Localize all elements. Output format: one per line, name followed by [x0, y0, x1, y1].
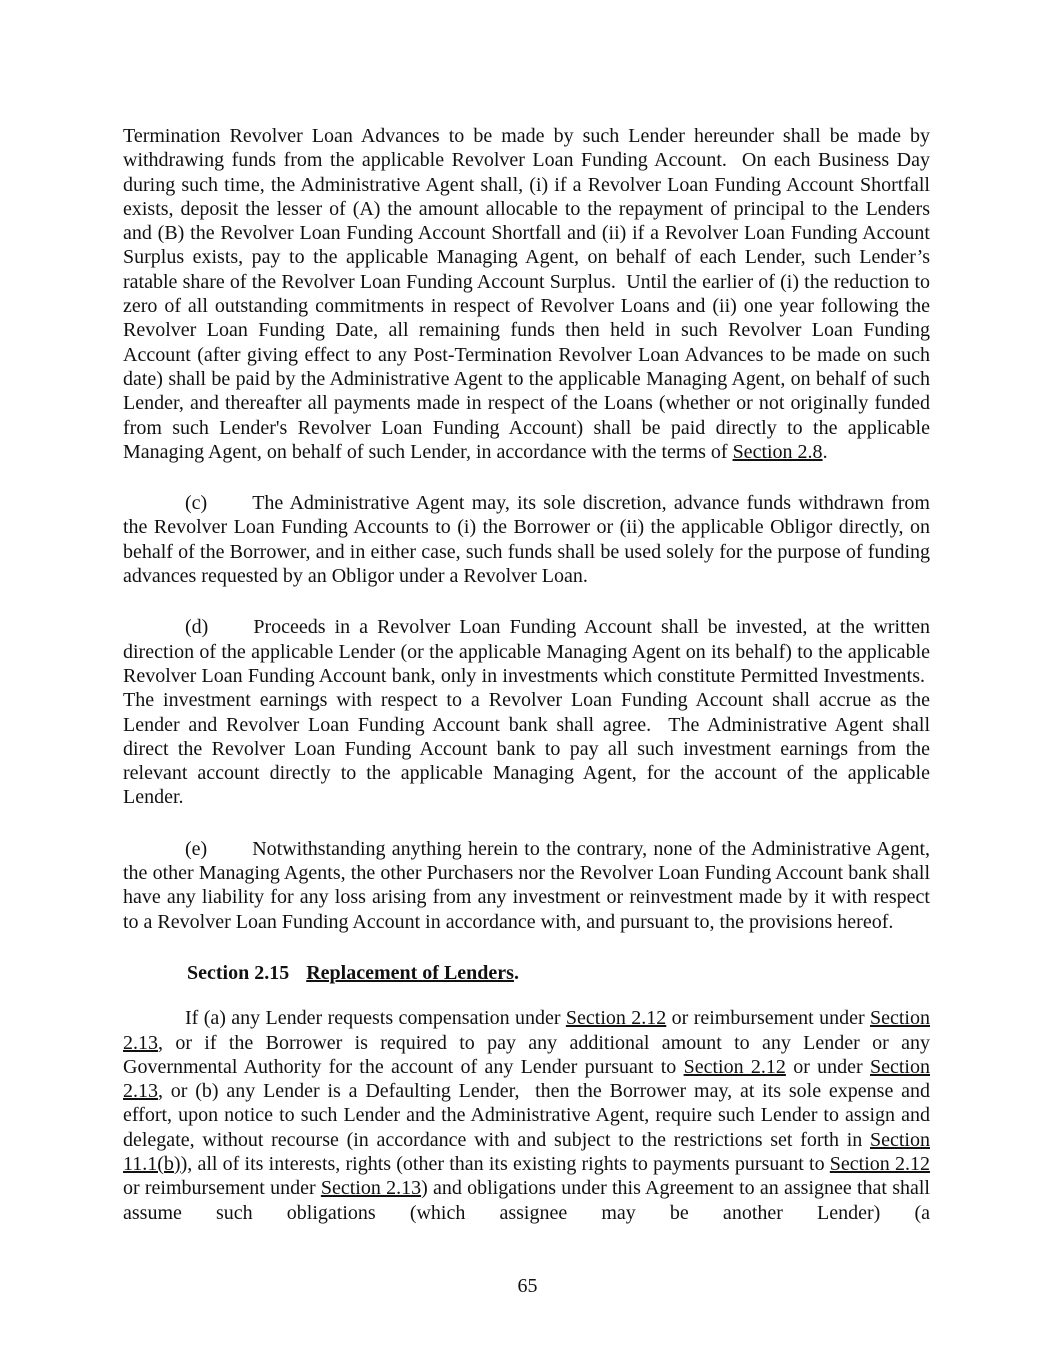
section-reference: Section 2.13: [123, 1055, 930, 1103]
section-reference: Replacement of Lenders: [306, 961, 514, 984]
paragraph-replacement-of-lenders: [123, 1006, 930, 1225]
text-run: (d): [185, 616, 209, 639]
text-run: Termination Revolver Loan Advances to be made by such Lender hereunder shall be made by withdrawing funds from the applicable Revolver Loan Funding Account. On each Business Day during such time, the Administrative Agent shall, (i) if a Revolver Loan Funding Account Shortfall exists, deposit the lesser of (A) the amount allocable to the repayment of principal to the Lenders and (B) the Revolver Loan Funding Account Shortfall and (ii) if a Revolver Loan Funding Account Surplus exists, pay to the applicable Managing Agent, on behalf of each Lender, such Lender’s ratable share of the Revolver Loan Funding Account Surplus. Until the earlier of (i) the reduction to zero of all outstanding commitments in respect of Revolver Loans and (ii) one year following the Revolver Loan Funding Date, all remaining funds then held in such Revolver Loan Funding Account (after giving effect to any Post-Termination Revolver Loan Advances to be made on such date) shall be paid by the Administrative Agent to the applicable Managing Agent, on behalf of such Lender, and thereafter all payments made in respect of the Loans (whether or not originally funded from such Lender's Revolver Loan Funding Account) shall be paid directly to the applicable Managing Agent, on behalf of such Lender, in accordance with the terms of: [123, 125, 930, 463]
section-reference: Section 2.12: [829, 1152, 930, 1175]
text-run: .: [513, 961, 519, 984]
section-reference: Section 2.13: [320, 1177, 422, 1200]
section-reference: Section 2.12: [683, 1055, 786, 1078]
page-number: 65: [517, 1275, 538, 1297]
document-body: [123, 124, 930, 1252]
text-run: If (a) any Lender requests compensation under: [185, 1007, 566, 1030]
section-reference: Section 11.1(b): [123, 1128, 930, 1175]
text-run: or under: [785, 1055, 870, 1078]
text-run: Proceeds in a Revolver Loan Funding Account shall be invested, at the written direction of the applicable Lender (or the applicable Managing Agent on its behalf) to the applicable Revolver Loan Funding Account bank, only in investments which constitute Permitted Investments. The investment earnings with respect to a Revolver Loan Funding Account shall accrue as the Lender and Revolver Loan Funding Account bank shall agree. The Administrative Agent shall direct the Revolver Loan Funding Account bank to pay all such investment earnings from the relevant account directly to the applicable Managing Agent, for the account of the applicable Lender.: [123, 616, 930, 809]
section-reference: Section 2.13: [123, 1007, 930, 1054]
text-run: (c): [185, 492, 208, 515]
section-reference: Section 2.12: [565, 1007, 667, 1030]
text-run: or reimbursement under: [123, 1177, 321, 1200]
text-run: Section 2.15: [187, 961, 290, 984]
section-reference: Section 2.8: [732, 440, 823, 463]
paragraph-c: [123, 491, 930, 588]
paragraph-e: [123, 837, 930, 934]
text-run: , or if the Borrower is required to pay any additional amount to any Lender or any Governmental Authority for the account of any Lender pursuant to: [123, 1031, 930, 1078]
text-run: ) and obligations under this Agreement to an assignee that shall assume such obligations (which assignee may be another Lender) (a: [123, 1177, 930, 1224]
text-run: .: [822, 440, 828, 463]
text-run: or reimbursement under: [666, 1007, 870, 1030]
paragraph-continuation: [123, 124, 930, 464]
paragraph-d: [123, 615, 930, 809]
text-run: Notwithstanding anything herein to the contrary, none of the Administrative Agent, the other Managing Agents, the other Purchasers nor the Revolver Loan Funding Account bank shall have any liability for any loss arising from any investment or reinvestment made by it with respect to a Revolver Loan Funding Account in accordance with, and pursuant to, the provisions hereof.: [123, 837, 930, 933]
text-run: , or (b) any Lender is a Defaulting Lender, then the Borrower may, at its sole expense and effort, upon notice to such Lender and the Administrative Agent, require such Lender to assign and delegate, without recourse (in accordance with and subject to the restrictions set forth in: [123, 1080, 930, 1151]
text-run: (e): [185, 837, 208, 860]
text-run: The Administrative Agent may, its sole discretion, advance funds withdrawn from the Revolver Loan Funding Accounts to (i) the Borrower or (ii) the applicable Obligor directly, on behalf of the Borrower, and in either case, such funds shall be used solely for the purpose of funding advances requested by an Obligor under a Revolver Loan.: [123, 492, 930, 588]
text-run: ), all of its interests, rights (other than its existing rights to payments pursuant to: [180, 1152, 830, 1175]
section-heading-2-15: [123, 961, 930, 985]
